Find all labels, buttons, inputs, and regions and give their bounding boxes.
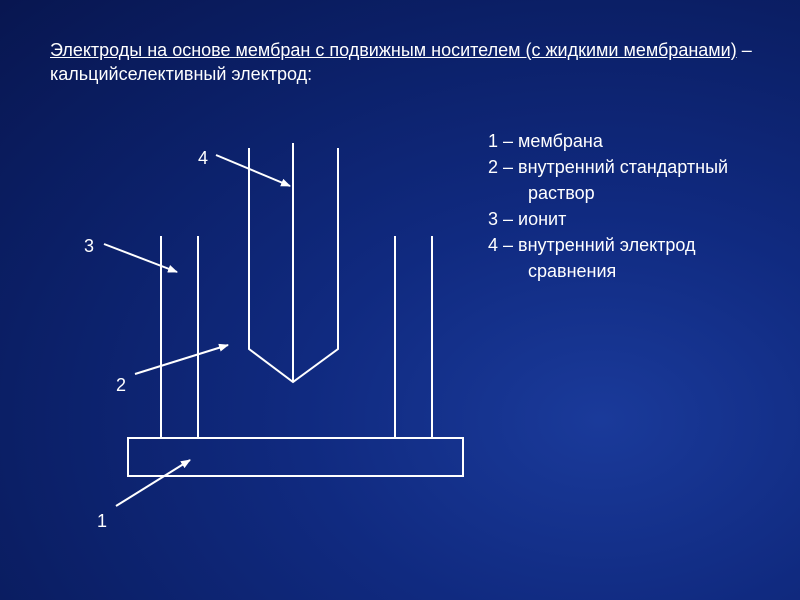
legend (488, 128, 798, 284)
arrow-3 (104, 244, 177, 272)
label-4: 4 (198, 148, 209, 168)
membrane-block (128, 438, 463, 476)
arrow-2 (135, 345, 228, 374)
arrow-4 (216, 155, 290, 186)
label-1: 1 (97, 511, 108, 531)
legend-line-standard-solution-cont: раствор (528, 183, 595, 203)
title-underlined-part: Электроды на основе мембран с подвижным носителем (с жидкими мембранами) (50, 40, 737, 60)
legend-line-membrane: 1 – мембрана (488, 131, 603, 151)
legend-line-standard-solution: 2 – внутренний стандартный (488, 157, 729, 177)
legend-line-reference-electrode: 4 – внутренний электрод (488, 235, 696, 255)
legend-line-reference-electrode-cont: сравнения (528, 261, 617, 281)
title-rest-part: – кальцийселективный электрод: (50, 40, 752, 84)
label-2: 2 (116, 375, 127, 395)
label-3: 3 (84, 236, 95, 256)
legend-line-ionite: 3 – ионит (488, 209, 567, 229)
